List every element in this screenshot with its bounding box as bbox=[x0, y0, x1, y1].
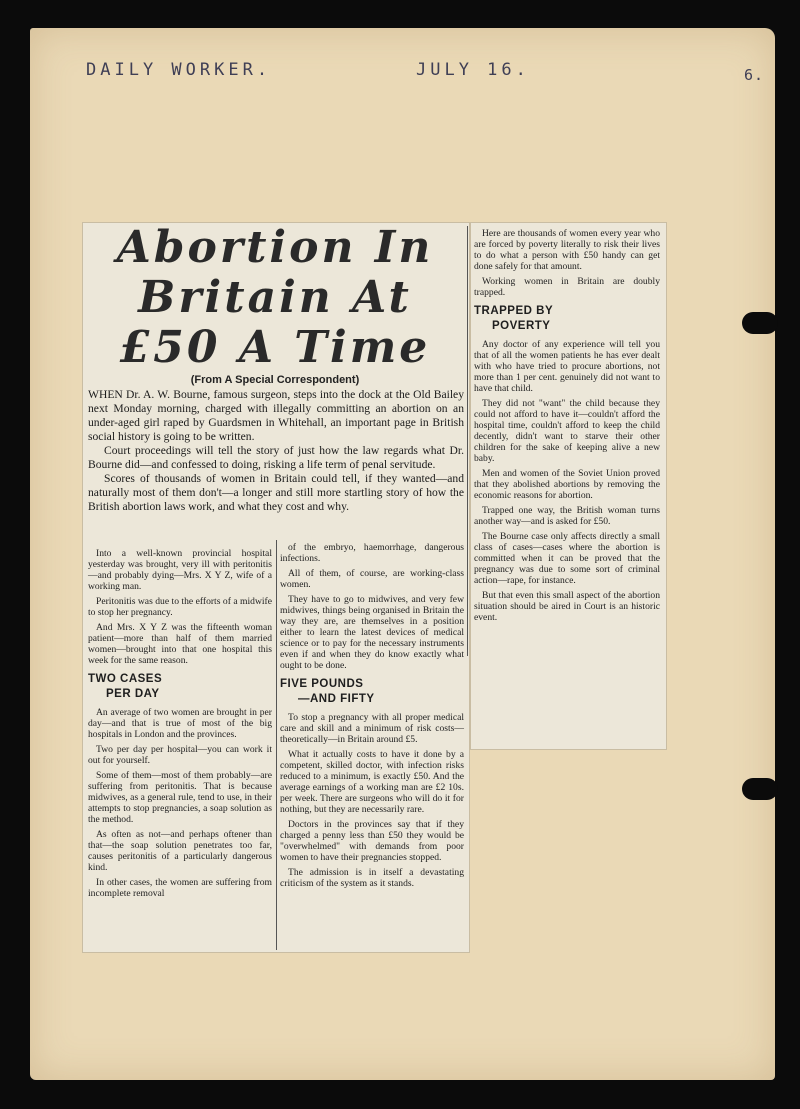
body-paragraph: Men and women of the Soviet Union proved that they abolished abortions by removing the economic reasons for abortion. bbox=[474, 468, 660, 501]
column-2 bbox=[280, 542, 464, 893]
body-paragraph: of the embryo, haemorrhage, dangerous infections. bbox=[280, 542, 464, 564]
column-1 bbox=[88, 548, 272, 903]
body-paragraph: All of them, of course, are working-class women. bbox=[280, 568, 464, 590]
subheading-five-pounds: FIVE POUNDS —AND FIFTY bbox=[280, 678, 375, 705]
subheading-two-cases: TWO CASES PER DAY bbox=[88, 673, 163, 700]
headline-line-3: £50 A Time bbox=[119, 322, 431, 373]
headline-line-2: Britain At bbox=[138, 272, 412, 323]
handwritten-page-number: 6. bbox=[744, 66, 765, 84]
body-paragraph: Working women in Britain are doubly trapped. bbox=[474, 276, 660, 298]
body-paragraph: Peritonitis was due to the efforts of a midwife to stop her pregnancy. bbox=[88, 596, 272, 618]
subheading-trapped-by-poverty: TRAPPED BY POVERTY bbox=[474, 305, 554, 332]
body-paragraph: Trapped one way, the British woman turns another way—and is asked for £50. bbox=[474, 505, 660, 527]
binder-hole bbox=[742, 312, 778, 334]
body-paragraph: And Mrs. X Y Z was the fifteenth woman patient—more than half of them married women—brought into that one hospital this week for the same reason. bbox=[88, 622, 272, 666]
lead-paragraphs bbox=[88, 388, 464, 514]
body-paragraph: As often as not—and perhaps oftener than that—the soap solution penetrates too far, causes peritonitis of a particularly dangerous kind. bbox=[88, 829, 272, 873]
handwritten-publication: DAILY WORKER. bbox=[86, 60, 272, 80]
column-rule bbox=[467, 226, 468, 656]
body-paragraph: Any doctor of any experience will tell you that of all the women patients he has ever dealt with who have tried to procure abortions, not more than 1 per cent. genuinely did not want to have that child. bbox=[474, 339, 660, 394]
body-paragraph: They have to go to midwives, and very few midwives, things being organised in Britain the way they are, are themselves in a position either to learn the latest devices of medical science or to pay for the necessary instruments even if and when they do know exactly what ought to be done. bbox=[280, 594, 464, 671]
body-paragraph: Into a well-known provincial hospital yesterday was brought, very ill with peritonitis—and probably dying—Mrs. X Y Z, wife of a working man. bbox=[88, 548, 272, 592]
body-paragraph: The Bourne case only affects directly a small class of cases—cases where the abortion is committed when it can be proved that the pregnancy was due to some sort of criminal action—rape, for instance. bbox=[474, 531, 660, 586]
lead-paragraph: WHEN Dr. A. W. Bourne, famous surgeon, steps into the dock at the Old Bailey next Monday morning, charged with illegally committing an abortion on an under-aged girl raped by Guardsmen in Whitehall, an important page in British social history is going to be written. bbox=[88, 388, 464, 443]
body-paragraph: Some of them—most of them probably—are suffering from peritonitis. That is because midwives, as a general rule, tend to use, in their attempts to stop pregnancies, a soap solution as the method. bbox=[88, 770, 272, 825]
headline-line-1: Abortion In bbox=[116, 222, 434, 273]
body-paragraph: What it actually costs to have it done by a competent, skilled doctor, with infection risks reduced to a minimum, is exactly £50. And the average earnings of a working man are £2 10s. per week. There are surgeons who will do it for nothing, but they are necessarily rare. bbox=[280, 749, 464, 815]
body-paragraph: In other cases, the women are suffering from incomplete removal bbox=[88, 877, 272, 899]
body-paragraph: The admission is in itself a devastating criticism of the system as it stands. bbox=[280, 867, 464, 889]
column-3 bbox=[474, 228, 660, 627]
lead-paragraph: Court proceedings will tell the story of just how the law regards what Dr. Bourne did—and confessed to doing, risking a life term of penal servitude. bbox=[88, 444, 464, 471]
body-paragraph: To stop a pregnancy with all proper medical care and skill and a minimum of risk costs—theoretically—in Britain around £5. bbox=[280, 712, 464, 745]
body-paragraph: An average of two women are brought in per day—and that is true of most of the big hospitals in London and the provinces. bbox=[88, 707, 272, 740]
body-paragraph: Here are thousands of women every year who are forced by poverty literally to risk their lives to do what a person with £50 handy can get done safely for that amount. bbox=[474, 228, 660, 272]
body-paragraph: They did not "want" the child because they could not afford to have it—couldn't afford the hospital time, couldn't afford to keep the child decently, didn't want to starve their other children for the sake of keeping alive a new baby. bbox=[474, 398, 660, 464]
body-paragraph: Doctors in the provinces say that if they charged a penny less than £50 they would be "overwhelmed" with demands from poor women to have their pregnancies stopped. bbox=[280, 819, 464, 863]
handwritten-date: JULY 16. bbox=[416, 60, 530, 80]
body-paragraph: Two per day per hospital—you can work it out for yourself. bbox=[88, 744, 272, 766]
body-paragraph: But that even this small aspect of the abortion situation should be aired in Court is an historic event. bbox=[474, 590, 660, 623]
binder-hole bbox=[742, 778, 778, 800]
byline: (From A Special Correspondent) bbox=[190, 374, 360, 386]
column-rule bbox=[276, 540, 277, 950]
lead-paragraph: Scores of thousands of women in Britain could tell, if they wanted—and naturally most of them don't—a longer and still more startling story of how the British abortion laws work, and what they cost and why. bbox=[88, 472, 464, 513]
